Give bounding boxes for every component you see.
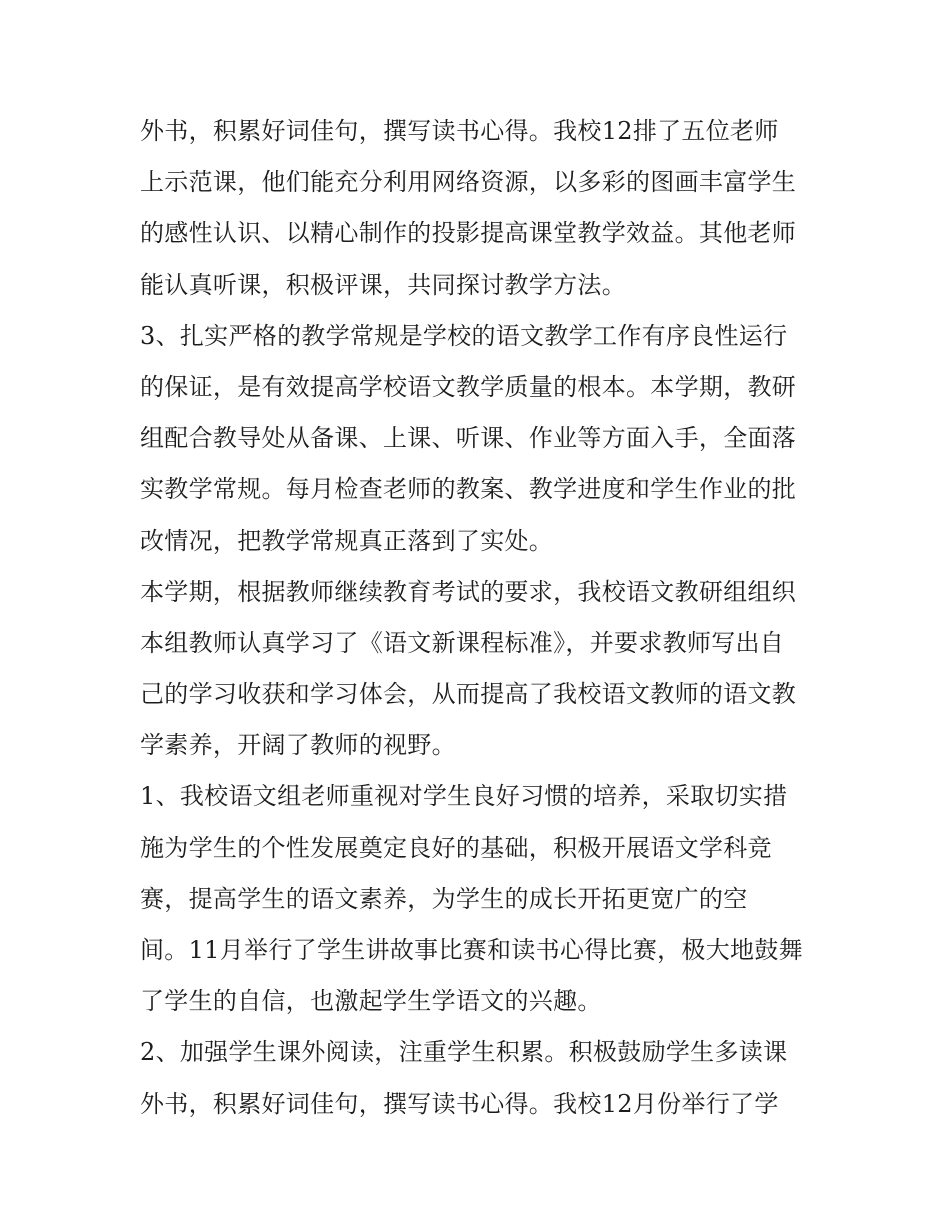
- text-line: 1、我校语文组老师重视对学生良好习惯的培养，采取切实措: [140, 782, 788, 811]
- body-text: [140, 106, 840, 1130]
- text-line: 间。11月举行了学生讲故事比赛和读书心得比赛，极大地鼓舞: [140, 936, 803, 964]
- text-line: 学素养，开阔了教师的视野。: [140, 731, 456, 760]
- text-line: 己的学习收获和学习体会，从而提高了我校语文教师的语文教: [140, 680, 797, 709]
- text-line: 了学生的自信，也激起学生学语文的兴趣。: [140, 987, 602, 1016]
- text-line: 外书，积累好词佳句，撰写读书心得。我校12月份举行了学: [140, 1089, 779, 1118]
- text-line: 本学期，根据教师继续教育考试的要求，我校语文教研组组织: [140, 577, 797, 606]
- text-line: 施为学生的个性发展奠定良好的基础，积极开展语文学科竞: [140, 833, 772, 862]
- text-line: 3、扎实严格的教学常规是学校的语文教学工作有序良性运行: [140, 321, 788, 350]
- text-line: 上示范课，他们能充分利用网络资源，以多彩的图画丰富学生: [140, 168, 797, 197]
- text-line: 实教学常规。每月检查老师的教案、教学进度和学生作业的批: [140, 475, 797, 504]
- text-line: 赛，提高学生的语文素养，为学生的成长开拓更宽广的空: [140, 884, 748, 913]
- text-line: 组配合教导处从备课、上课、听课、作业等方面入手，全面落: [140, 424, 797, 453]
- text-line: 本组教师认真学习了《语文新课程标准》，并要求教师写出自: [140, 628, 785, 657]
- text-line: 的感性认识、以精心制作的投影提高课堂教学效益。其他老师: [140, 219, 797, 248]
- text-line: 2、加强学生课外阅读，注重学生积累。积极鼓励学生多读课: [140, 1038, 788, 1067]
- text-line: 能认真听课，积极评课，共同探讨教学方法。: [140, 270, 626, 299]
- text-line: 改情况，把教学常规真正落到了实处。: [140, 526, 554, 555]
- text-line: 外书，积累好词佳句，撰写读书心得。我校12排了五位老师: [140, 117, 779, 145]
- text-line: 的保证，是有效提高学校语文教学质量的根本。本学期，教研: [140, 372, 797, 401]
